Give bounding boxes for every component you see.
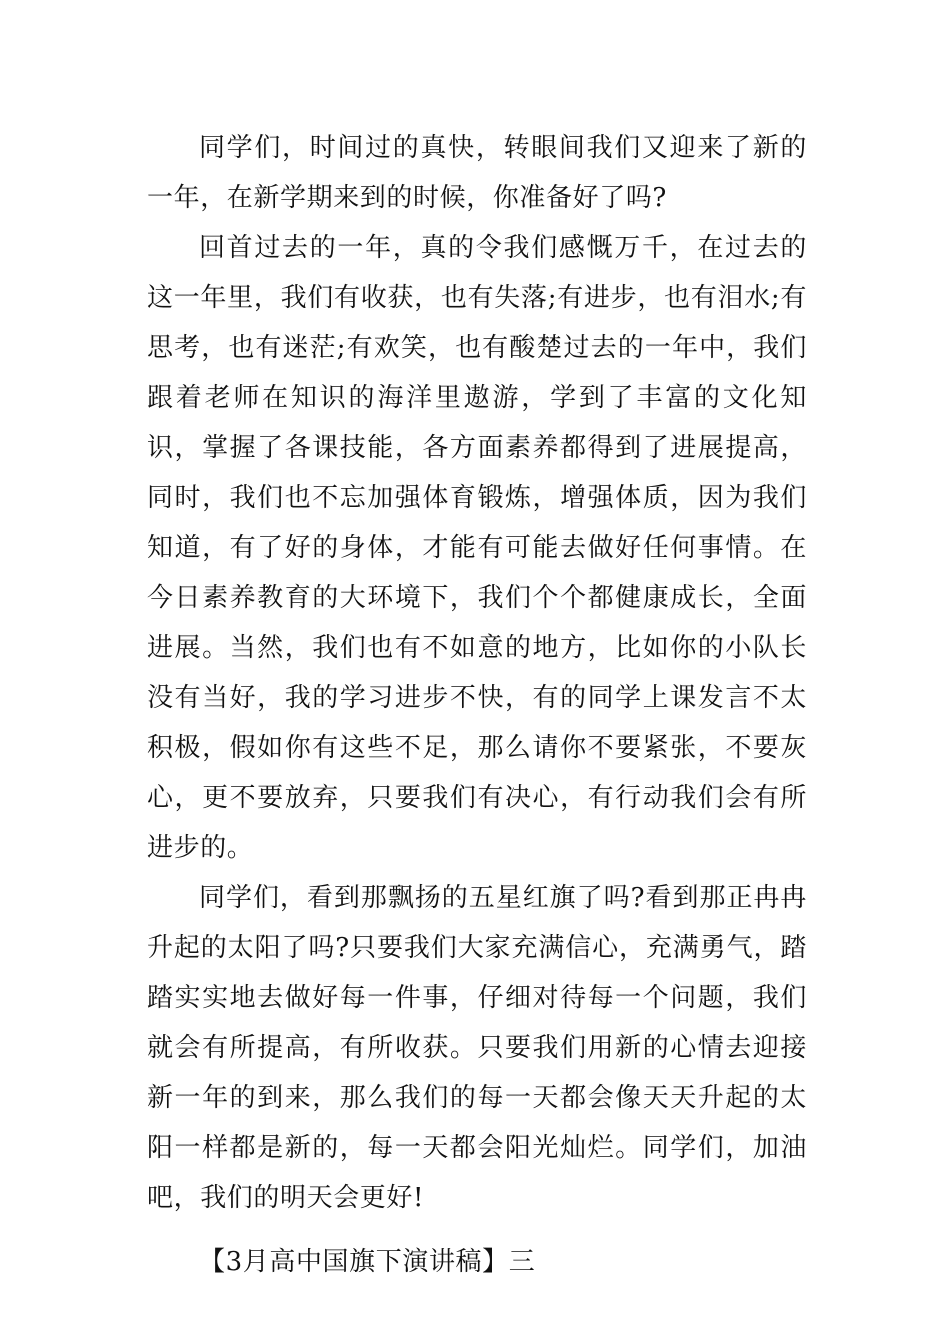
paragraph-intro: 同学们，时间过的真快，转眼间我们又迎来了新的一年，在新学期来到的时候，你准备好了吗? [147,133,807,213]
paragraph-review: 回首过去的一年，真的令我们感慨万千，在过去的这一年里，我们有收获，也有失落;有进步，也有泪水;有思考，也有迷茫;有欢笑，也有酸楚过去的一年中，我们跟着老师在知识的海洋里遨游，学到了丰富的文化知识，掌握了各课技能，各方面素养都得到了进展提高，同时，我们也不忘加强体育锻炼，增强体质，因为我们知道，有了好的身体，才能有可能去做好任何事情。在今日素养教育的大环境下，我们个个都健康成长，全面进展。当然，我们也有不如意的地方，比如你的小队长没有当好，我的学习进步不快，有的同学上课发言不太积极，假如你有这些不足，那么请你不要紧张，不要灰心，更不要放弃，只要我们有决心，有行动我们会有所进步的。 [147,233,807,863]
section-heading: 【3月高中国旗下演讲稿】三 [199,1247,536,1277]
paragraph-encouragement: 同学们，看到那飘扬的五星红旗了吗?看到那正冉冉升起的太阳了吗?只要我们大家充满信心，充满勇气，踏踏实实地去做好每一件事，仔细对待每一个问题，我们就会有所提高，有所收获。只要我们用新的心情去迎接新一年的到来，那么我们的每一天都会像天天升起的太阳一样都是新的，每一天都会阳光灿烂。同学们，加油吧，我们的明天会更好! [147,883,807,1213]
document-body [147,123,807,1287]
